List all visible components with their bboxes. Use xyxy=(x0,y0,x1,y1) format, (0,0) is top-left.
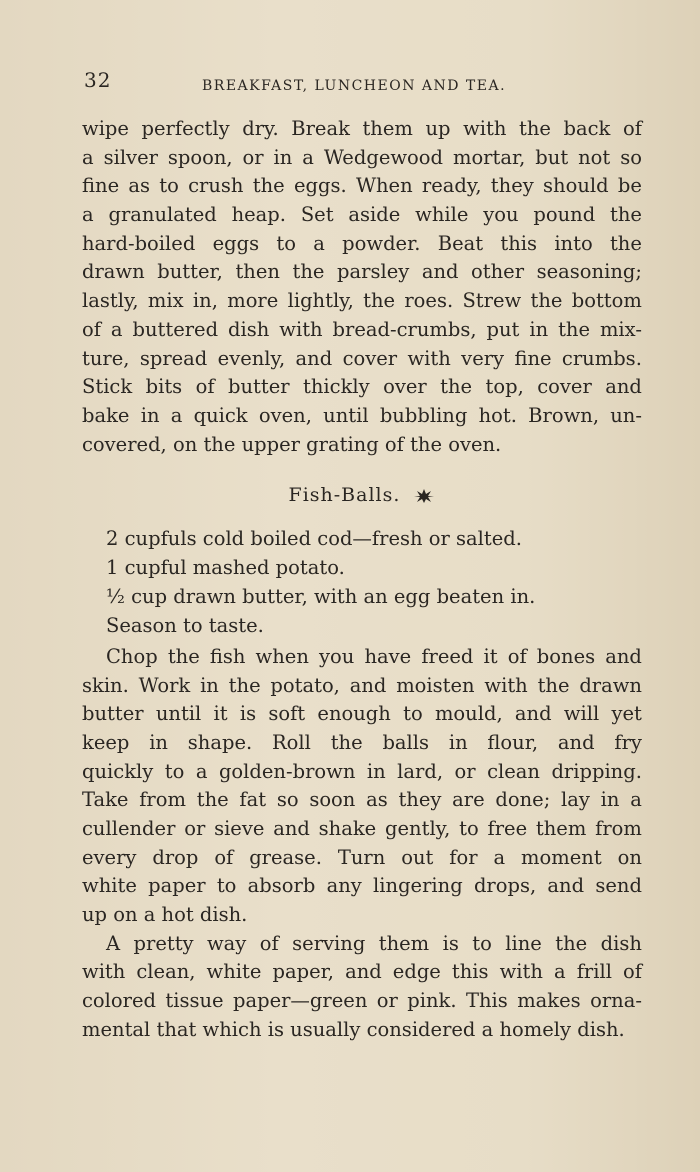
ingredient-item: 2 cupfuls cold boiled cod—fresh or salted. xyxy=(106,527,522,551)
ingredient-item: ½ cup drawn butter, with an egg beaten in. xyxy=(106,585,536,609)
text-line: a silver spoon, or in a Wedgewood mortar, but not so xyxy=(82,145,642,169)
text-line: colored tissue paper—green or pink. This makes orna- xyxy=(82,989,642,1013)
text-line: quickly to a golden-brown in lard, or clean dripping. xyxy=(82,759,642,783)
text-line: ture, spread evenly, and cover with very fine crumbs. xyxy=(82,346,642,370)
text-line: cullender or sieve and shake gently, to free them from xyxy=(82,816,642,840)
text-line: bake in a quick oven, until bubbling hot. Brown, un- xyxy=(82,403,642,427)
paragraph-continued xyxy=(82,115,642,459)
ornament-icon xyxy=(413,488,435,504)
directions-paragraph xyxy=(82,930,642,1045)
text-line: Chop the fish when you have freed it of bones and xyxy=(106,644,642,668)
text-line: covered, on the upper grating of the oven. xyxy=(82,432,502,456)
text-line: drawn butter, then the parsley and other seasoning; xyxy=(82,260,642,284)
ingredient-item: Season to taste. xyxy=(106,613,264,637)
page-body xyxy=(82,115,642,1044)
text-line: keep in shape. Roll the balls in flour, and fry xyxy=(82,730,642,754)
text-line: a granulated heap. Set aside while you pound the xyxy=(82,203,642,227)
running-head: BREAKFAST, LUNCHEON AND TEA. xyxy=(202,78,507,94)
text-line: wipe perfectly dry. Break them up with the back of xyxy=(82,117,642,140)
text-line: Stick bits of butter thickly over the top, cover and xyxy=(82,375,642,399)
text-line: of a buttered dish with bread-crumbs, put in the mix- xyxy=(82,317,642,341)
text-line: butter until it is soft enough to mould, and will yet xyxy=(82,702,642,726)
recipe-title: Fish-Balls. xyxy=(288,484,401,507)
text-line: hard-boiled eggs to a powder. Beat this into the xyxy=(82,231,642,255)
ingredients-list xyxy=(106,525,642,641)
page-header xyxy=(84,68,644,98)
recipe-directions xyxy=(82,643,642,1045)
text-line: mental that which is usually considered a homely dish. xyxy=(82,1017,625,1041)
page-number: 32 xyxy=(84,68,112,92)
directions-paragraph xyxy=(82,643,642,930)
text-line: Take from the fat so soon as they are done; lay in a xyxy=(82,788,642,812)
text-line: every drop of grease. Turn out for a moment on xyxy=(82,845,642,869)
text-line: up on a hot dish. xyxy=(82,903,248,926)
text-line: A pretty way of serving them is to line the dish xyxy=(106,931,642,955)
text-line: lastly, mix in, more lightly, the roes. Strew the bottom xyxy=(82,289,642,313)
text-line: with clean, white paper, and edge this with a frill of xyxy=(82,960,642,984)
recipe-heading xyxy=(82,481,642,511)
text-line: white paper to absorb any lingering drops, and send xyxy=(82,874,642,898)
text-line: fine as to crush the eggs. When ready, they should be xyxy=(82,174,642,198)
text-line: skin. Work in the potato, and moisten with the drawn xyxy=(82,673,642,697)
ingredient-item: 1 cupful mashed potato. xyxy=(106,556,345,580)
